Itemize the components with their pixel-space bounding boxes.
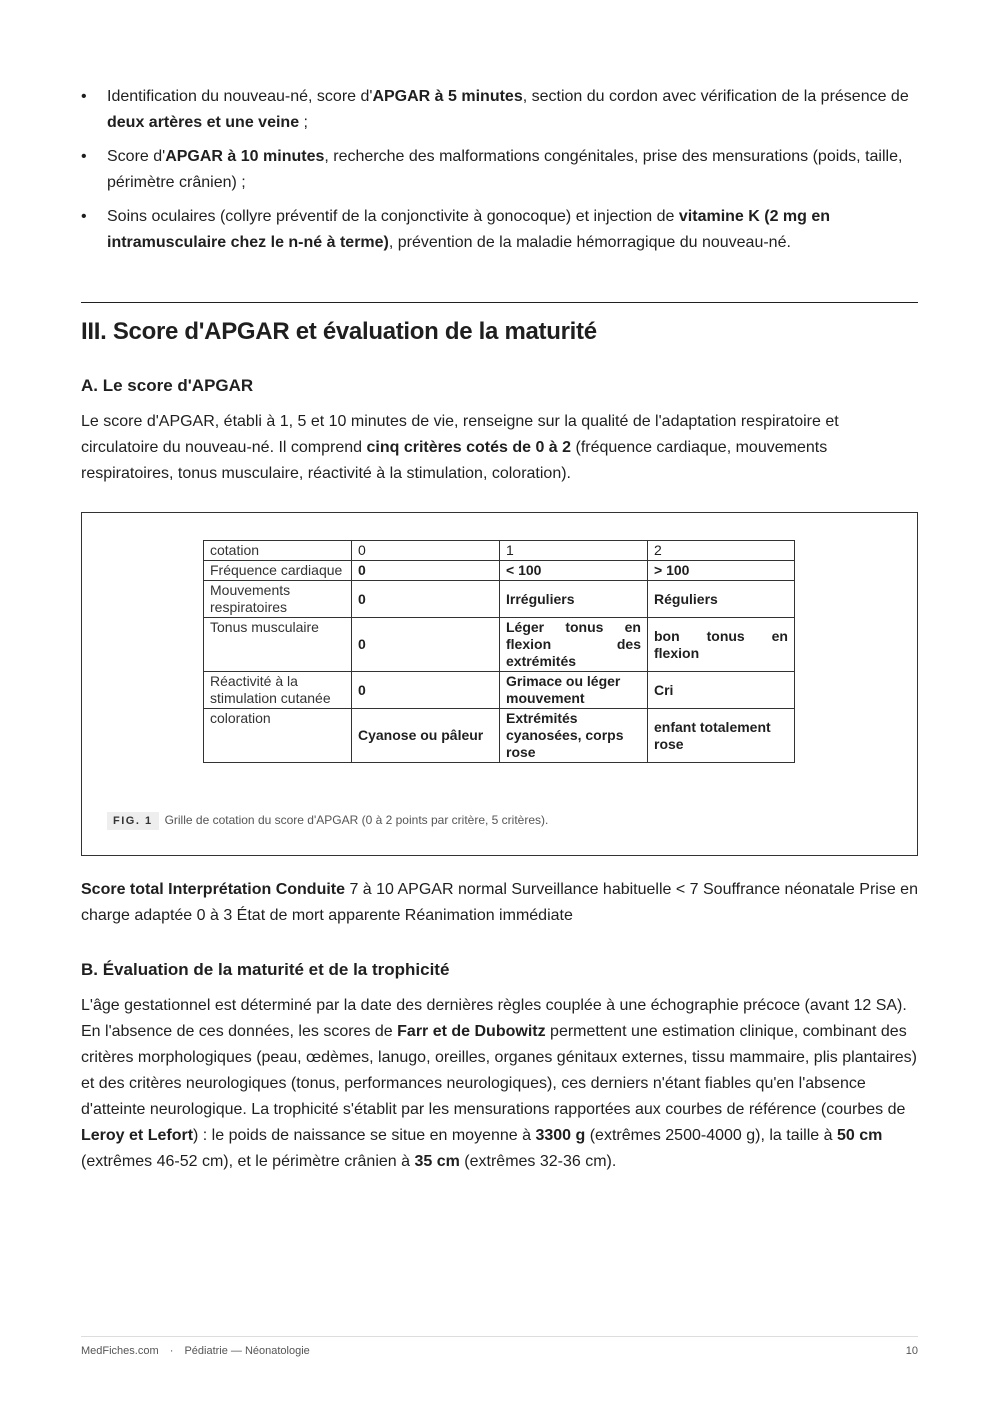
score-cell: Cyanose ou pâleur [352, 709, 500, 763]
score-cell: < 100 [500, 561, 648, 581]
score-cell: Léger tonus en flexion des extrémités [500, 618, 648, 672]
criterion-cell: Réactivité à la stimulation cutanée [204, 672, 352, 709]
score-cell: Grimace ou léger mouvement [500, 672, 648, 709]
list-item: • Score d'APGAR à 10 minutes, recherche des malformations congénitales, prise des mensurations (poids, taille, périmètre crânien) ; [81, 144, 918, 196]
table-header-cell: 2 [648, 541, 795, 561]
table-row [204, 561, 795, 581]
table-header-cell: 1 [500, 541, 648, 561]
score-cell: bon tonus en flexion [648, 618, 795, 672]
criterion-cell: coloration [204, 709, 352, 763]
page-footer [81, 1345, 918, 1357]
score-cell: Cri [648, 672, 795, 709]
subsection-title-maturity: B. Évaluation de la maturité et de la trophicité [81, 960, 450, 979]
score-cell: 0 [352, 581, 500, 618]
care-steps-list [81, 84, 918, 264]
list-item: • Soins oculaires (collyre préventif de la conjonctivite à gonocoque) et injection de vitamine K (2 mg en intramusculaire chez le n-né à terme), prévention de la maladie hémorragique du nouveau-né. [81, 204, 918, 256]
figure-caption: FIG. 1 Grille de cotation du score d'APGAR (0 à 2 points par critère, 5 critères). [107, 812, 548, 830]
criterion-cell: Tonus musculaire [204, 618, 352, 672]
footer-separator: · [169, 1345, 174, 1357]
score-cell: 0 [352, 561, 500, 581]
footer-section: Pédiatrie — Néonatologie [184, 1345, 310, 1357]
table-row [204, 672, 795, 709]
table-row [204, 709, 795, 763]
table-header-cell: cotation [204, 541, 352, 561]
score-cell: 0 [352, 672, 500, 709]
table-row [204, 581, 795, 618]
list-item: • Identification du nouveau-né, score d'APGAR à 5 minutes, section du cordon avec vérification de la présence de deux artères et une veine ; [81, 84, 918, 136]
score-cell: 0 [352, 618, 500, 672]
score-cell: Extrémités cyanosées, corps rose [500, 709, 648, 763]
table-header-row [204, 541, 795, 561]
score-cell: enfant totalement rose [648, 709, 795, 763]
table-row [204, 618, 795, 672]
table-header-cell: 0 [352, 541, 500, 561]
section-title: III. Score d'APGAR et évaluation de la maturité [81, 318, 597, 345]
apgar-intro-paragraph: Le score d'APGAR, établi à 1, 5 et 10 minutes de vie, renseigne sur la qualité de l'adaptation respiratoire et circulatoire du nouveau-né. Il comprend cinq critères cotés de 0 à 2 (fréquence cardiaque, mouvements respiratoires, tonus musculaire, réactivité à la stimulation, coloration). [81, 413, 839, 482]
apgar-table [203, 540, 795, 763]
section-divider [81, 302, 918, 303]
score-cell: Réguliers [648, 581, 795, 618]
criterion-cell: Mouvements respiratoires [204, 581, 352, 618]
figure-tag: FIG. 1 [107, 812, 159, 830]
score-interpretation-paragraph: Score total Interprétation Conduite 7 à 10 APGAR normal Surveillance habituelle < 7 Souffrance néonatale Prise en charge adaptée 0 à 3 État de mort apparente Réanimation immédiate [81, 881, 918, 924]
page-number: 10 [905, 1345, 918, 1357]
footer-site: MedFiches.com [81, 1345, 159, 1357]
score-cell: > 100 [648, 561, 795, 581]
maturity-paragraph: L'âge gestationnel est déterminé par la date des dernières règles couplée à une échographie précoce (avant 12 SA). En l'absence de ces données, les scores de Farr et de Dubowitz permettent une estimation clinique, combinant des critères morphologiques (peau, œdèmes, lanugo, oreilles, organes génitaux externes, tissu mammaire, plis plantaires) et des critères neurologiques (tonus, performances neurologiques), ces derniers n'étant fiables qu'en l'absence d'atteinte neurologique. La trophicité s'établit par les mensurations rapportées aux courbes de référence (courbes de Leroy et Lefort) : le poids de naissance se situe en moyenne à 3300 g (extrêmes 2500-4000 g), la taille à 50 cm (extrêmes 46-52 cm), et le périmètre crânien à 35 cm (extrêmes 32-36 cm). [81, 997, 917, 1170]
footer-divider [81, 1336, 918, 1337]
score-cell: Irréguliers [500, 581, 648, 618]
criterion-cell: Fréquence cardiaque [204, 561, 352, 581]
subsection-title-apgar: A. Le score d'APGAR [81, 376, 254, 395]
apgar-figure [81, 512, 918, 856]
